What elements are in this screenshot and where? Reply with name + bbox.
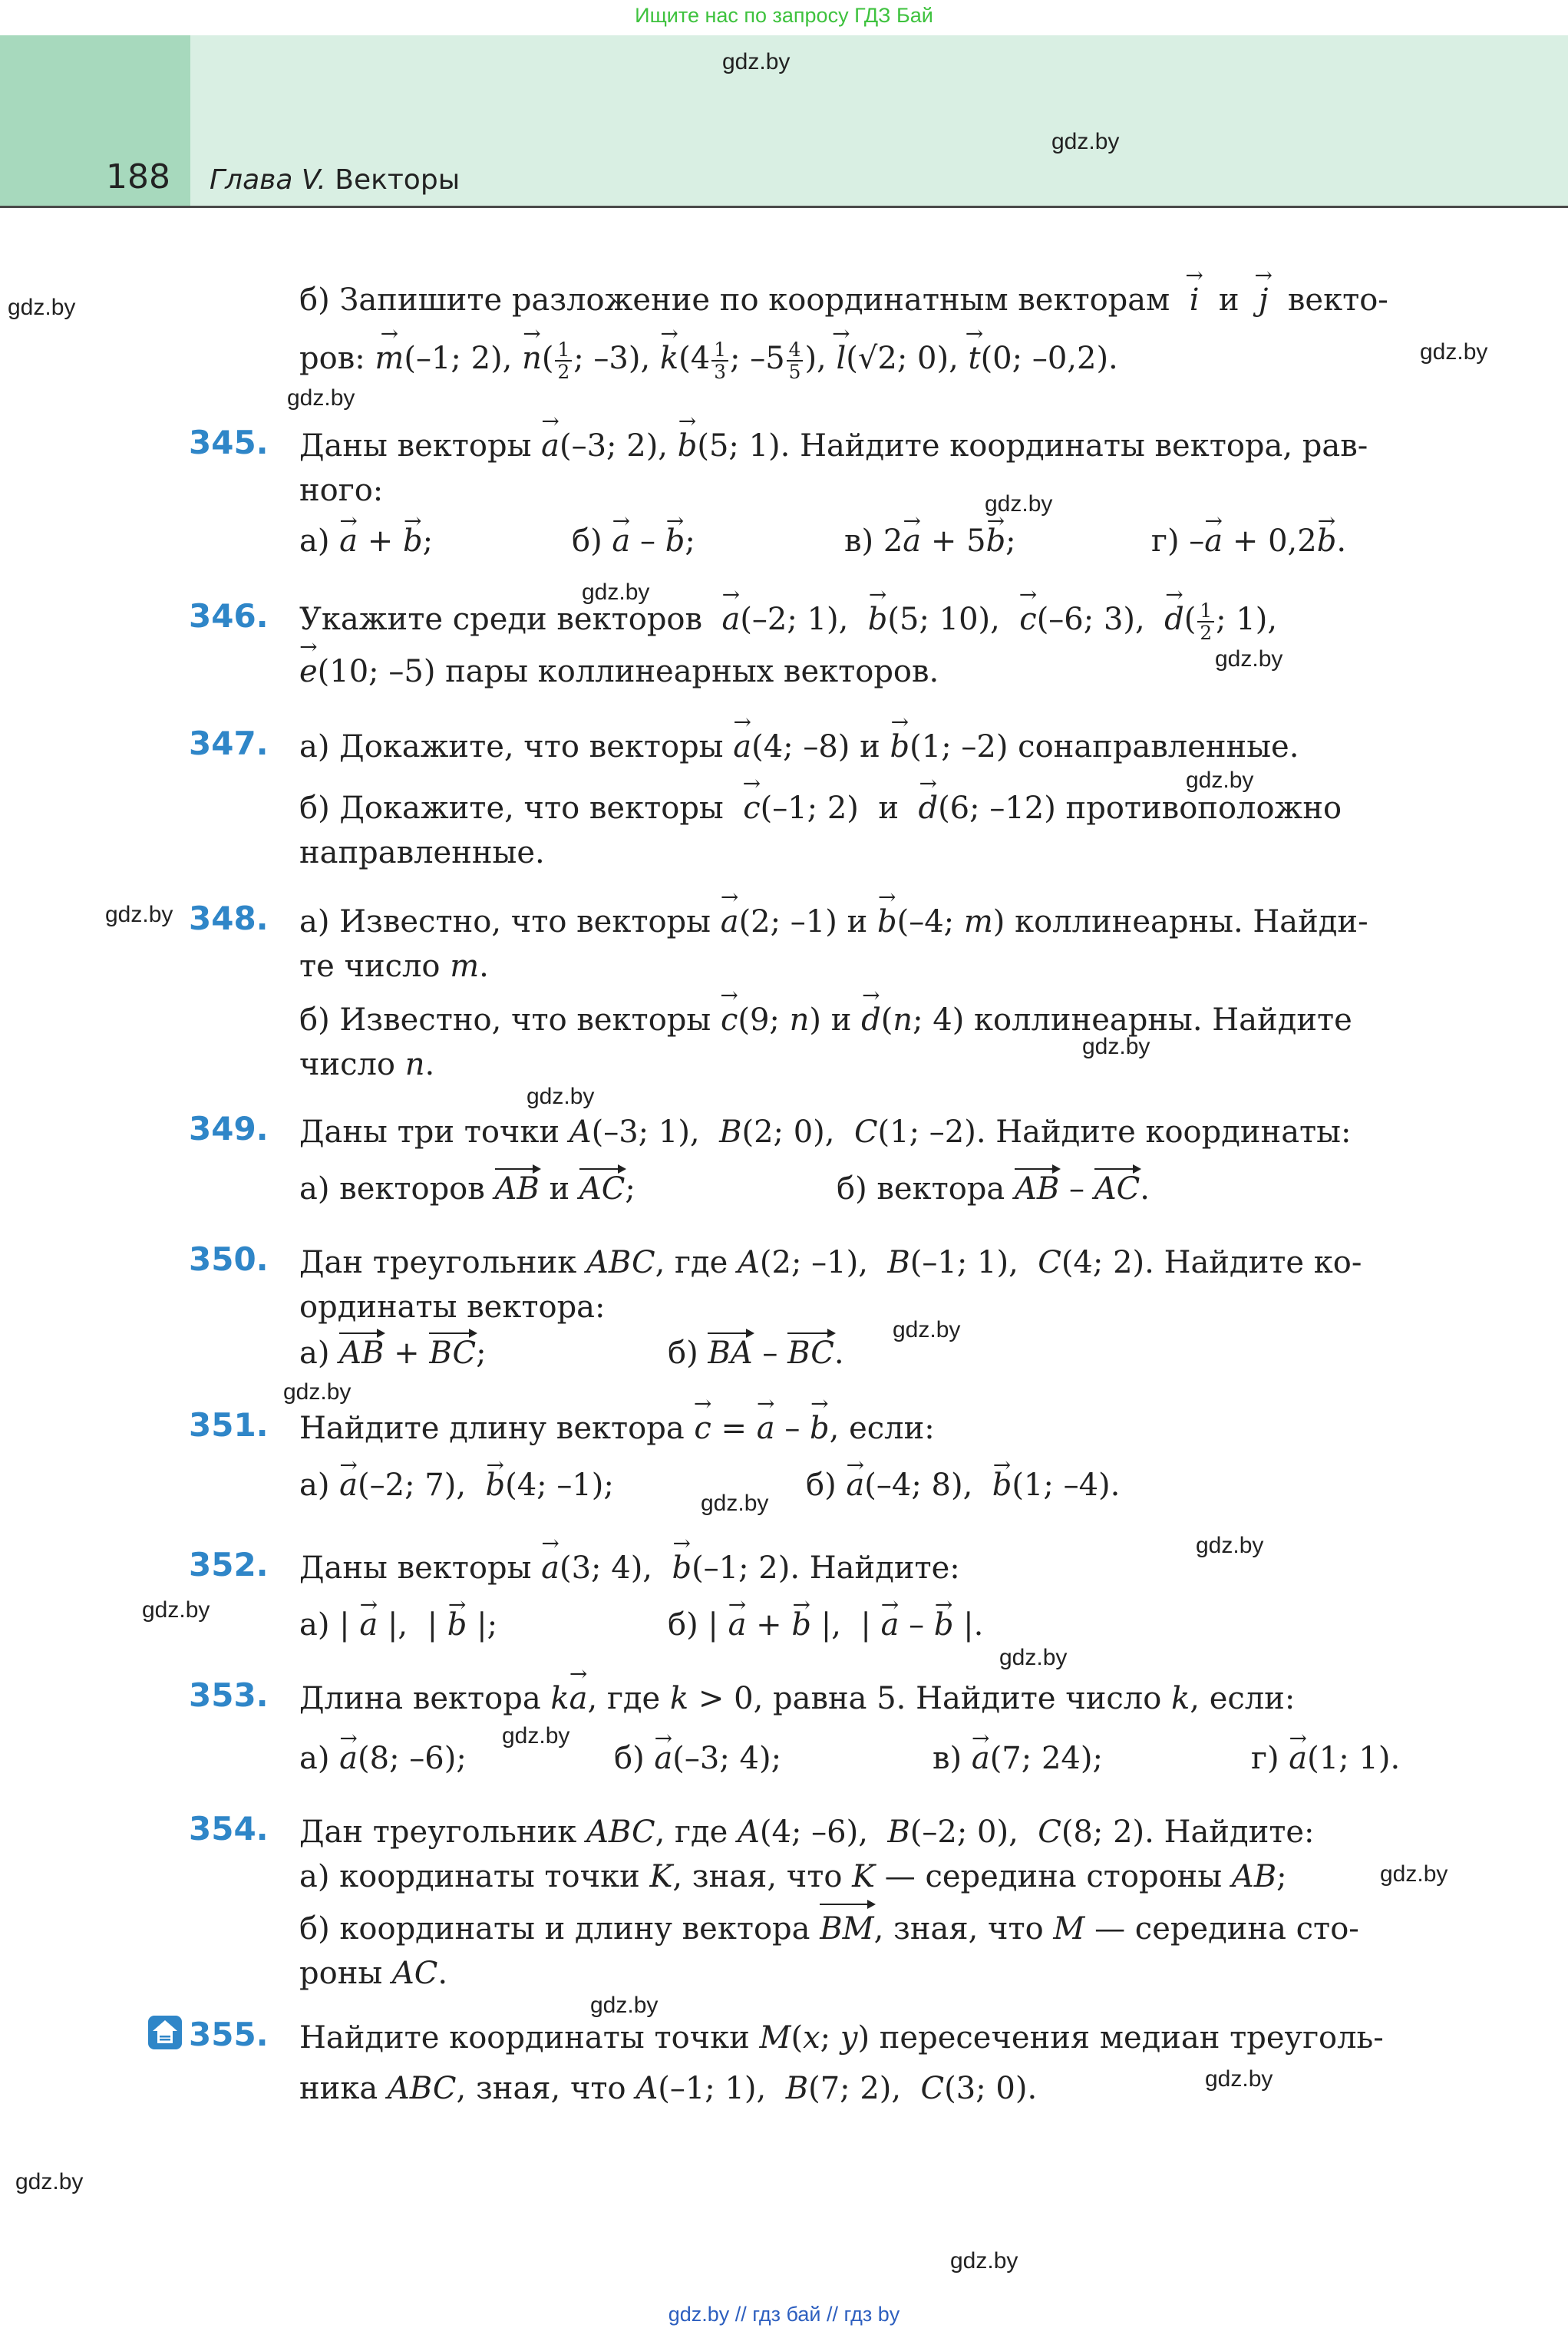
header-divider [0,206,1568,208]
math: K, [649,1859,683,1894]
watermark: gdz.by [893,1317,961,1342]
problem-354-line3: б) координаты и длину вектора BM, зная, что M — середина сто- [299,1907,1451,1951]
problem-number: 350. [189,1240,269,1278]
problem-345-option-c: в) 2→ a + 5→ b; [844,523,1016,559]
problem-349-option-b: б) вектора AB – AC. [837,1171,1150,1207]
math: –→ a + 0,2→ b. [1189,523,1346,559]
watermark: gdz.by [142,1597,210,1623]
watermark: gdz.by [1196,1533,1264,1558]
math: → a(–4; 8), → b(1; –4). [846,1468,1120,1503]
bottom-promo-note: gdz.by // гдз бай // гдз by [668,2303,900,2326]
math: → c(9; n) [721,1002,821,1038]
problem-350-option-b: б) BA – BC. [668,1336,844,1371]
watermark: gdz.by [1380,1861,1448,1887]
math: AB – AC. [1014,1171,1150,1207]
watermark: gdz.by [999,1645,1068,1670]
math: K [852,1859,876,1894]
math: → a(4; –8) [733,729,850,764]
math: BA – BC. [708,1336,844,1371]
watermark: gdz.by [701,1491,769,1516]
math: → a(–3; 2), → b(5; 1). [541,428,790,464]
problem-number: 346. [189,597,269,635]
problem-353-option-b: б) → a(–3; 4); [614,1741,781,1776]
math: → a(8; –6); [339,1741,467,1776]
top-promo-note: Ищите нас по запросу ГДЗ Бай [635,4,933,27]
problem-351-line1: Найдите длину вектора → c = → a – → b, если: [299,1406,1451,1451]
problem-351-option-a: а) → a(–2; 7), → b(4; –1); [299,1468,614,1503]
problem-347-line1: а) Докажите, что векторы → a(4; –8) и → b(1; –2) сонаправленные. [299,725,1451,769]
problem-354-line4: роны AC. [299,1956,448,1991]
problem-348-line3: б) Известно, что векторы → c(9; n) и → d(n; 4) коллинеарны. Найдите [299,998,1451,1042]
math: ABC, [586,1815,665,1850]
math: → j [1259,278,1268,322]
math: A(4; –6), B(–2; 0), C(8; 2). [738,1815,1154,1850]
problem-number: 347. [189,725,269,762]
math: → a(7; 24); [972,1741,1103,1776]
problem-354-line2: а) координаты точки K, зная, что K — середина стороны AB; [299,1859,1287,1894]
watermark: gdz.by [985,491,1053,517]
math: A(2; –1), B(–1; 1), C(4; 2). [738,1245,1154,1280]
watermark: gdz.by [283,1379,352,1405]
watermark: gdz.by [590,1993,659,2018]
problem-355-line2: ника ABC, зная, что A(–1; 1), B(7; 2), C(3; 0). [299,2071,1038,2106]
problem-351-option-b: б) → a(–4; 8), → b(1; –4). [806,1468,1120,1503]
problem-352-option-b: б) | → a + → b |, | → a – → b |. [668,1607,983,1643]
math: → a + → b; [339,523,433,559]
page-number: 188 [106,157,170,196]
problem-number: 349. [189,1110,269,1148]
math: → i [1190,278,1200,322]
watermark: gdz.by [582,580,650,605]
math: ABC, [387,2071,467,2106]
watermark: gdz.by [105,902,173,927]
problem-344b-line1: б) Запишите разложение по координатным векторам → i и → j векто- [299,278,1451,322]
problem-number: 348. [189,900,269,937]
problem-number: 353. [189,1676,269,1714]
problem-350-line2: ординаты вектора: [299,1290,606,1325]
math: AB [494,1171,540,1207]
problem-345-line2: ного: [299,473,384,508]
problem-345-option-b: б) → a – → b; [572,523,695,559]
math: 2→ a + 5→ b; [883,523,1016,559]
math: m [450,949,480,984]
math: → d(n; 4) [861,1002,964,1038]
problem-355-line1: Найдите координаты точки M(x; y) пересечения медиан треуголь- [299,2020,1384,2056]
math: k > 0, [669,1681,764,1716]
problem-345-option-a: а) → a + → b; [299,523,433,559]
problem-number: 352. [189,1546,269,1583]
math: M(x; y) [759,2020,870,2056]
problem-348-line1: а) Известно, что векторы → a(2; –1) и → b(–4; m) коллинеарны. Найди- [299,900,1451,944]
watermark: gdz.by [950,2248,1018,2274]
problem-350-line1: Дан треугольник ABC, где A(2; –1), B(–1; 1), C(4; 2). Найдите ко- [299,1245,1362,1280]
math: AC; [579,1171,635,1207]
watermark: gdz.by [1082,1034,1150,1059]
problem-number: 351. [189,1406,269,1444]
problem-344b-line2: ров: → m(–1; 2), → n( $\frac{1}{2}$ ; –3), → k(4 $\frac{1}{3}$ ; –5 $\frac{4}{5}$ ), → l(√2; 0), → t(0; –0,2). [299,336,1451,382]
problem-346-line1: Укажите среди векторов → a(–2; 1), → b(5; 10), → c(–6; 3), → d( $\frac{1}{2}$ ; 1), [299,597,1451,643]
problem-number: 354. [189,1810,269,1848]
watermark: gdz.by [1205,2066,1273,2092]
math: → a(–3; 4); [654,1741,781,1776]
problem-352-line1: Даны векторы → a(3; 4), → b(–1; 2). Найдите: [299,1546,1451,1590]
problem-349-option-a: а) векторов AB и AC; [299,1171,635,1207]
watermark: gdz.by [722,49,791,74]
problem-number: 355. [189,2016,269,2053]
watermark: gdz.by [1051,129,1120,154]
math: | → a |, | → b |; [339,1607,497,1643]
problem-353-option-a: а) → a(8; –6); [299,1741,467,1776]
problem-346-line2: → e(10; –5) пары коллинеарных векторов. [299,649,1451,694]
problem-350-option-a: а) AB + BC; [299,1336,487,1371]
math: M [1053,1911,1085,1947]
watermark: gdz.by [1186,768,1254,793]
math: → b(1; –2) [890,729,1008,764]
problem-352-option-a: а) | → a |, | → b |; [299,1607,497,1643]
math: | → a + → b |, | → a – → b |. [708,1607,983,1643]
math: → b(–4; m) [877,904,1005,939]
math: → a(–2; 1), → b(5; 10), → c(–6; 3), → d( $\frac{1}{2}$ ; 1), [721,602,1277,637]
math: AB; [1231,1859,1287,1894]
math: → c = → a – → b, [694,1411,839,1446]
math: → a(2; –1) [721,904,837,939]
watermark: gdz.by [15,2169,84,2194]
watermark: gdz.by [8,295,76,320]
problem-345-option-d: г) –→ a + 0,2→ b. [1151,523,1346,559]
chapter-label: Глава V. [210,164,326,196]
math: BM, [820,1911,883,1947]
watermark: gdz.by [287,385,355,411]
problem-345-line1: Даны векторы → a(–3; 2), → b(5; 1). Найдите координаты вектора, рав- [299,424,1451,468]
watermark: gdz.by [1215,646,1283,672]
math: → a(–2; 7), → b(4; –1); [339,1468,614,1503]
problem-347-line2: б) Докажите, что векторы → c(–1; 2) и → d(6; –12) противоположно [299,786,1451,831]
problem-353-line1: Длина вектора k→ a, где k > 0, равна 5. Найдите число k, если: [299,1676,1451,1721]
problem-353-option-c: в) → a(7; 24); [933,1741,1103,1776]
watermark: gdz.by [502,1723,570,1749]
math: k→ a, [550,1681,597,1716]
chapter-name: Векторы [335,164,460,196]
problem-349-line1: Даны три точки A(–3; 1), B(2; 0), C(1; –2). Найдите координаты: [299,1115,1352,1150]
math: AB + BC; [339,1336,487,1371]
problem-353-option-d: г) → a(1; 1). [1251,1741,1400,1776]
home-task-icon [147,2015,183,2050]
math: → d(6; –12) [918,791,1055,826]
math: AC. [391,1956,448,1991]
math: A(–3; 1), B(2; 0), C(1; –2). [569,1115,986,1150]
problem-354-line1: Дан треугольник ABC, где A(4; –6), B(–2; 0), C(8; 2). Найдите: [299,1815,1315,1850]
problem-number: 345. [189,424,269,461]
math: n [404,1047,425,1082]
math: A(–1; 1), B(7; 2), C(3; 0). [635,2071,1038,2106]
math: → a(1; 1). [1289,1741,1400,1776]
math: → a – → b; [612,523,695,559]
watermark: gdz.by [1420,339,1488,365]
math: k [1171,1681,1190,1716]
math: → m(–1; 2), → n( $\frac{1}{2}$ ; –3), → k(4 $\frac{1}{3}$ ; –5 $\frac{4}{5}$ ), → l(√2; 0), → t(0; –0,2). [375,341,1117,376]
math: ABC, [586,1245,665,1280]
problem-348-line2: те число m. [299,949,489,984]
problem-347-line3: направленные. [299,835,545,870]
math: → e(10; –5) [299,654,435,689]
chapter-title [210,164,460,196]
math: → c(–1; 2) [743,791,859,826]
math: → a(3; 4), → b(–1; 2). [541,1550,800,1586]
watermark: gdz.by [527,1084,595,1109]
problem-348-line4: число n. [299,1047,435,1082]
